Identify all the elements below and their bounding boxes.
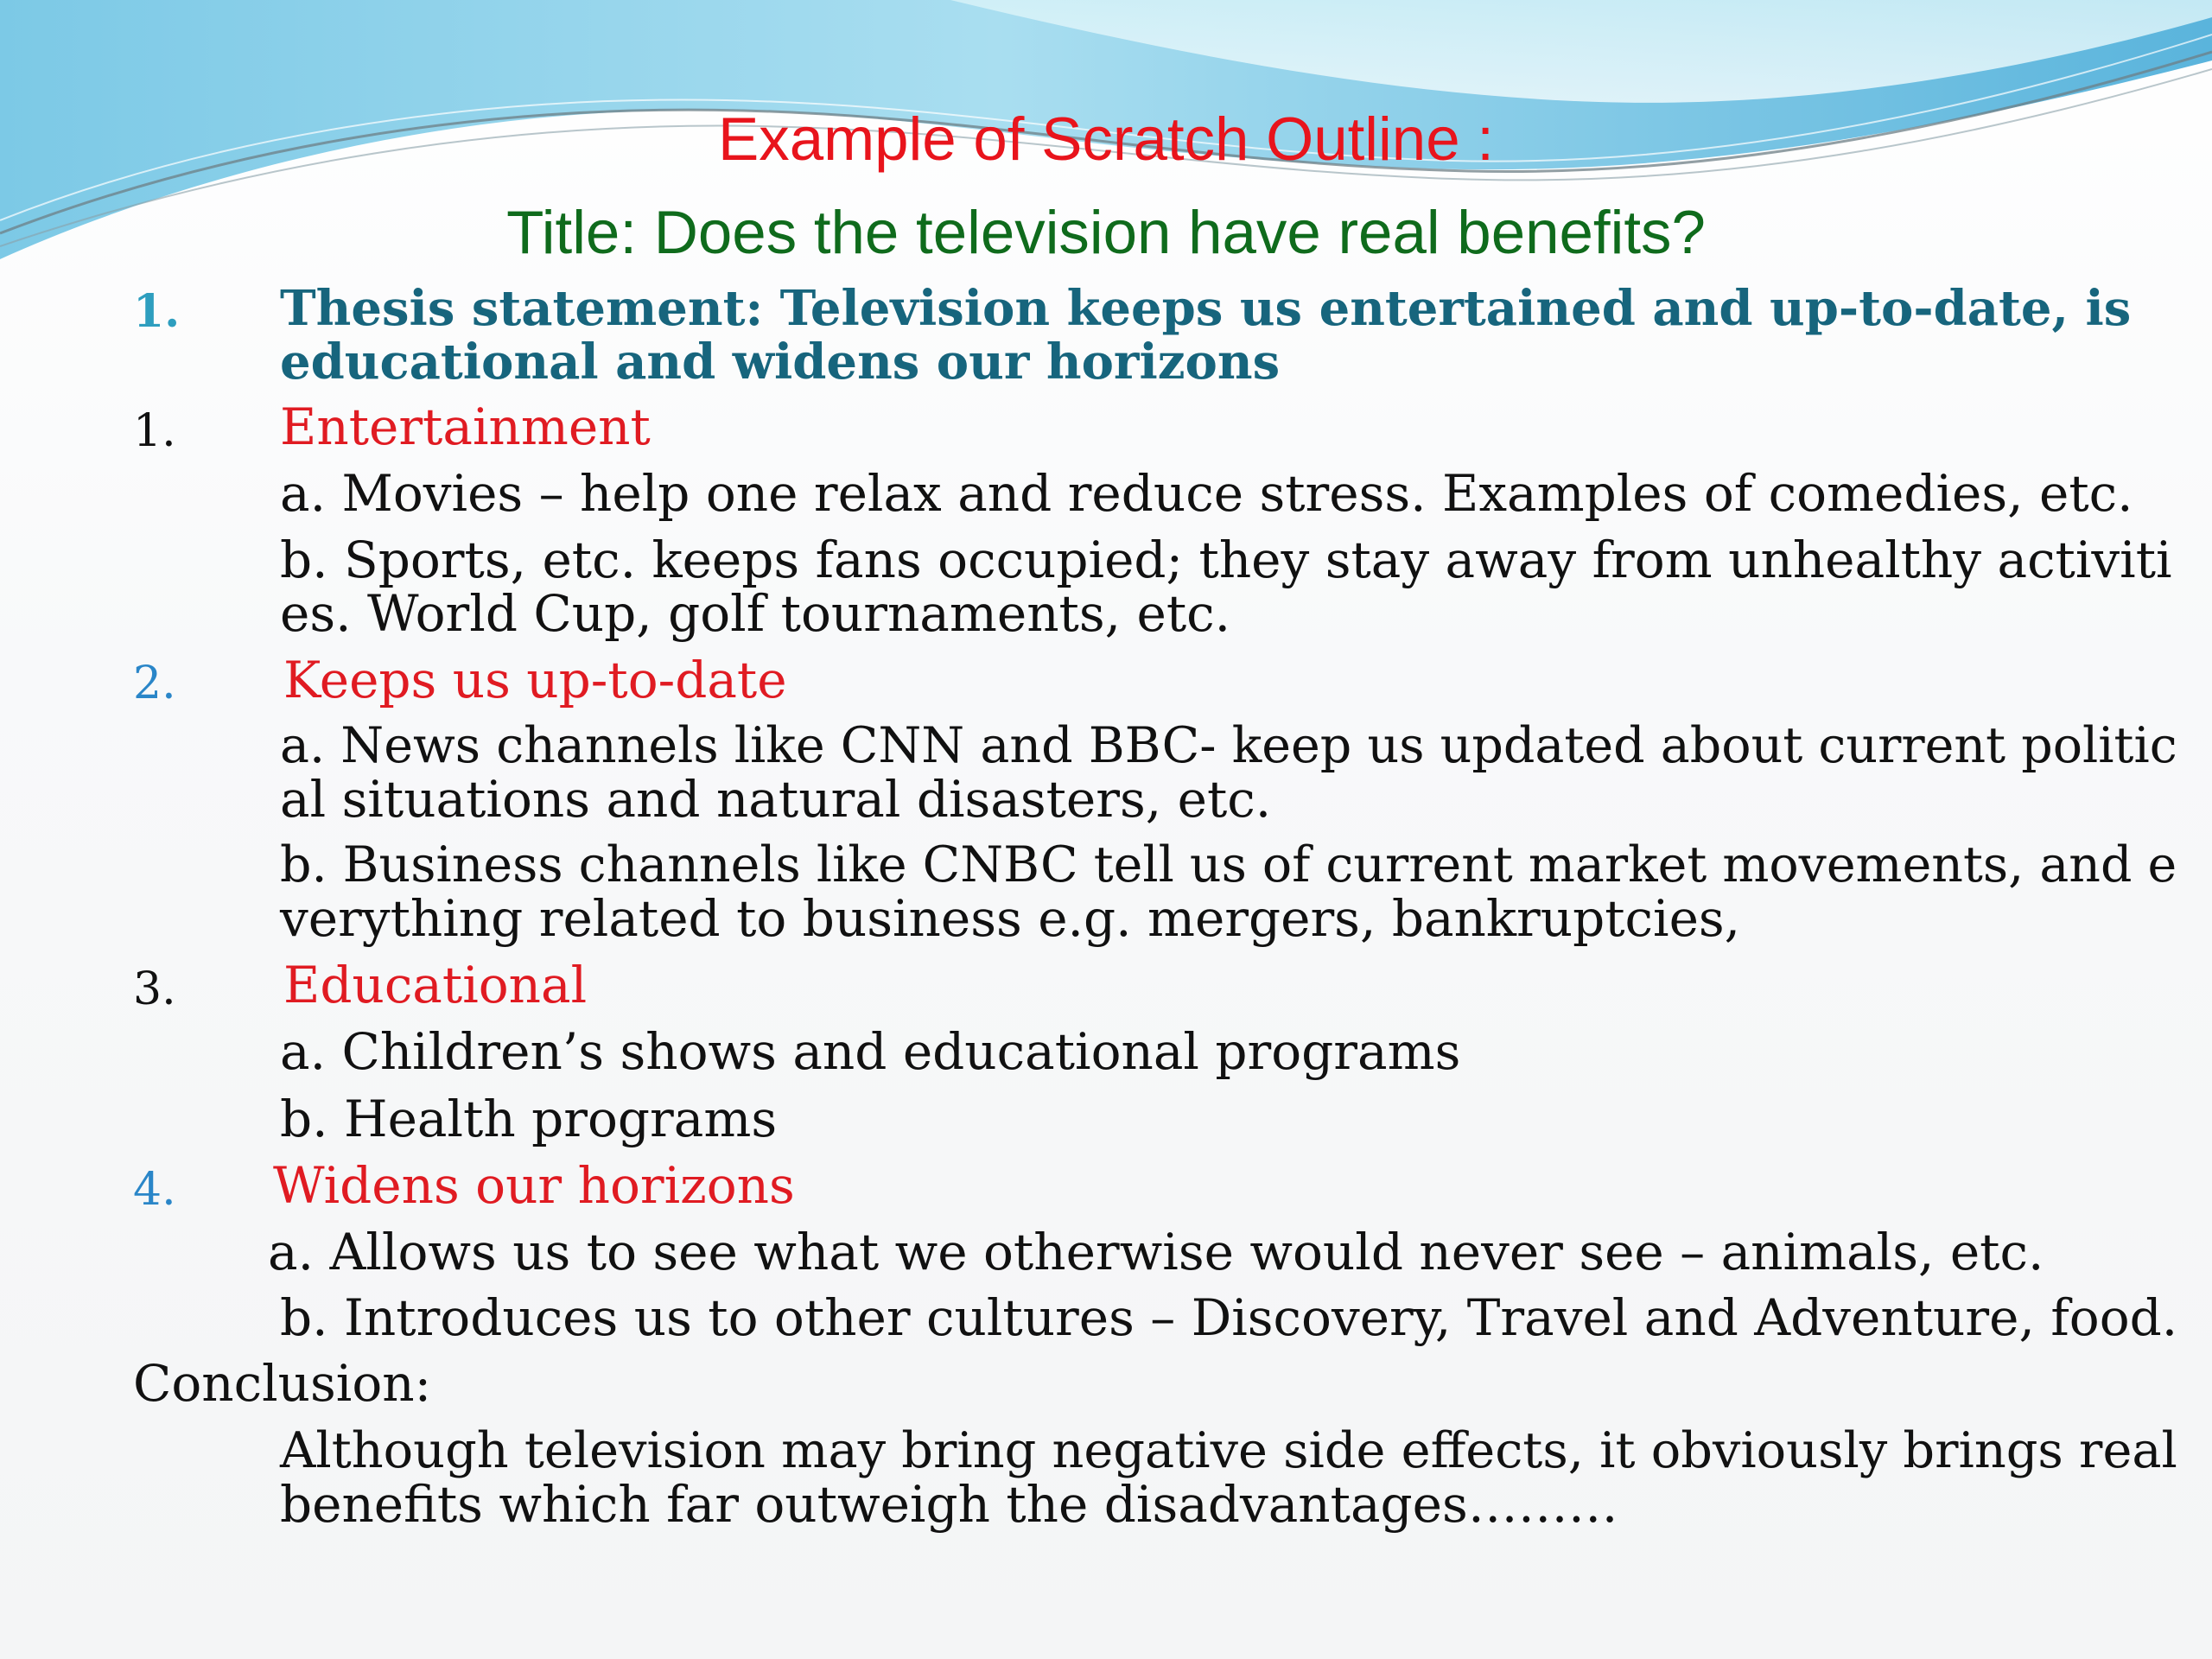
- entertainment-item-a: a. Movies – help one relax and reduce stress. Examples of comedies, etc.: [280, 464, 2133, 523]
- conclusion-line-1: Although television may bring negative side effects, it obviously brings real: [280, 1421, 2177, 1479]
- entertainment-item-b-line-1: b. Sports, etc. keeps fans occupied; they stay away from unhealthy activiti: [280, 531, 2172, 589]
- thesis-line-2: educational and widens our horizons: [280, 334, 1281, 391]
- up-to-date-item-a-line-1: a. News channels like CNN and BBC- keep us updated about current politic: [280, 717, 2177, 774]
- horizons-item-a: a. Allows us to see what we otherwise would never see – animals, etc.: [268, 1223, 2044, 1281]
- slide-subtitle: Title: Does the television have real benefits?: [506, 199, 1706, 267]
- educational-item-b: b. Health programs: [280, 1090, 778, 1148]
- conclusion-line-2: benefits which far outweigh the disadvantages………: [280, 1475, 1618, 1534]
- horizons-item-b: b. Introduces us to other cultures – Discovery, Travel and Adventure, food.: [280, 1288, 2178, 1347]
- section-heading-horizons: Widens our horizons: [273, 1156, 795, 1215]
- section-number-3: 3.: [133, 963, 176, 1015]
- slide-title: Example of Scratch Outline :: [718, 105, 1494, 174]
- thesis-number: 1.: [133, 285, 181, 338]
- entertainment-item-b-line-2: es. World Cup, golf tournaments, etc.: [280, 584, 1231, 643]
- up-to-date-item-b-line-1: b. Business channels like CNBC tell us of current market movements, and e: [280, 836, 2177, 893]
- section-heading-educational: Educational: [283, 956, 588, 1014]
- up-to-date-item-b-line-2: verything related to business e.g. mergers, bankruptcies,: [280, 889, 1741, 948]
- section-heading-entertainment: Entertainment: [280, 397, 651, 456]
- thesis-line-1: Thesis statement: Television keeps us entertained and up-to-date, is: [280, 280, 2132, 337]
- section-heading-up-to-date: Keeps us up-to-date: [283, 651, 787, 709]
- conclusion-label: Conclusion:: [133, 1354, 432, 1413]
- up-to-date-item-a-line-2: al situations and natural disasters, etc.: [280, 770, 1272, 829]
- section-number-1: 1.: [133, 405, 176, 457]
- section-number-2: 2.: [133, 658, 176, 709]
- educational-item-a: a. Children’s shows and educational programs: [280, 1022, 1461, 1081]
- section-number-4: 4.: [133, 1164, 176, 1216]
